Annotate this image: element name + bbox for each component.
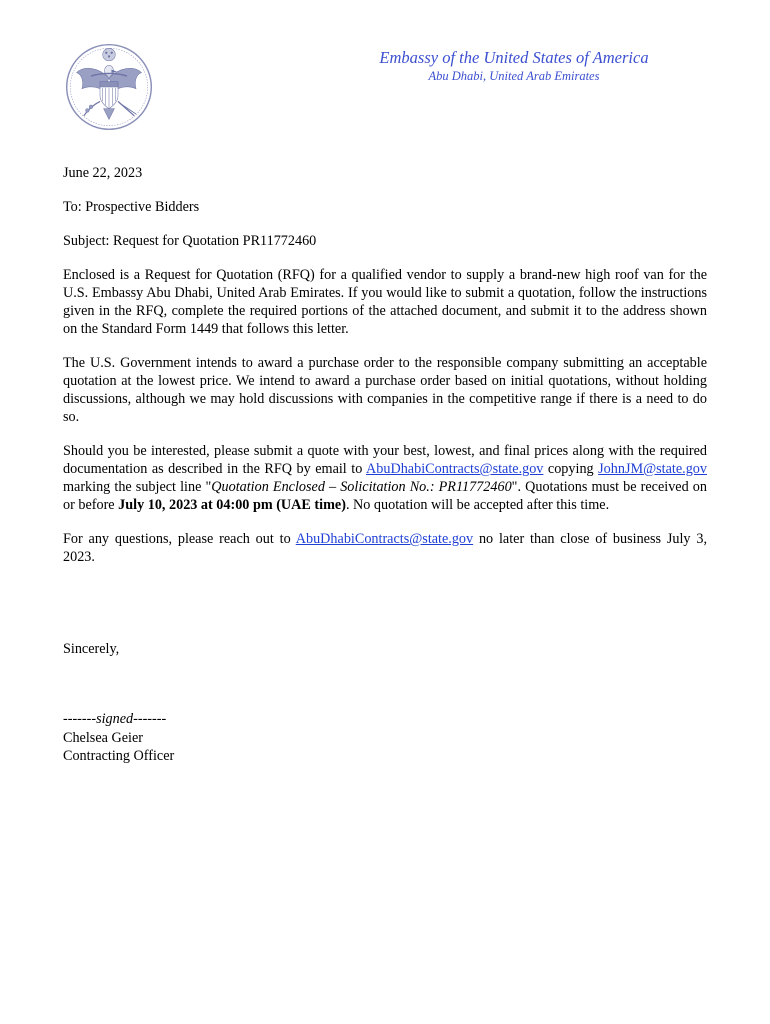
letter-subject: Subject: Request for Quotation PR11772460 [63, 233, 317, 249]
embassy-name: Embassy of the United States of America [379, 48, 649, 67]
signed-word: signed [96, 711, 134, 727]
letter-recipient: To: Prospective Bidders [63, 199, 200, 215]
questions-text-2: no later than close of business July 3, 2023. [63, 531, 707, 565]
letter-date: June 22, 2023 [63, 165, 143, 181]
email-link-johnjm[interactable]: JohnJM@state.gov [598, 461, 707, 477]
letter-closing: Sincerely, [63, 641, 120, 657]
questions-text-1: For any questions, please reach out to [63, 531, 296, 547]
paragraph-award-intent: The U.S. Government intends to award a purchase order to the responsible company submitting an acceptable quotation at the lowest price. We intend to award a purchase order based on initial quotations, without holding discussions, although we may hold discussions with companies in the competitive range if there is a need to do so. [63, 355, 707, 425]
great-seal-eagle-icon [64, 42, 154, 132]
paragraph-submission-instructions [63, 442, 707, 514]
submission-text-3: marking the subject line " [63, 479, 212, 495]
signed-prefix: ------- [63, 711, 97, 727]
deadline-text: July 10, 2023 at 04:00 pm (UAE time) [118, 497, 346, 513]
email-link-abudhabi-contracts[interactable]: AbuDhabiContracts@state.gov [366, 461, 544, 477]
submission-text-2: copying [543, 461, 599, 477]
signer-title: Contracting Officer [63, 748, 175, 764]
submission-text-4: ". Quotations must be received on or before [63, 479, 707, 513]
letterhead [340, 48, 688, 84]
signer-name: Chelsea Geier [63, 729, 143, 746]
submission-text-5: . No quotation will be accepted after this time. [345, 497, 610, 513]
subject-line-text: Quotation Enclosed – Solicitation No.: PR11772460 [211, 479, 512, 495]
paragraph-questions [63, 530, 707, 566]
signature-block [63, 710, 174, 766]
paragraph-rfq-intro: Enclosed is a Request for Quotation (RFQ) for a qualified vendor to supply a brand-new high roof van for the U.S. Embassy Abu Dhabi, United Arab Emirates. If you would like to submit a quotation, follow the instructions given in the RFQ, complete the required portions of the attached document, and submit it to the address shown on the Standard Form 1449 that follows this letter. [63, 267, 707, 337]
signed-marker [63, 710, 174, 729]
signed-suffix: ------- [133, 711, 167, 727]
email-link-questions[interactable]: AbuDhabiContracts@state.gov [295, 531, 474, 547]
submission-text-1: Should you be interested, please submit a quote with your best, lowest, and final prices along with the required documentation as described in the RFQ by email to [63, 443, 707, 477]
embassy-location: Abu Dhabi, United Arab Emirates [428, 69, 600, 83]
letter-body [63, 164, 707, 582]
